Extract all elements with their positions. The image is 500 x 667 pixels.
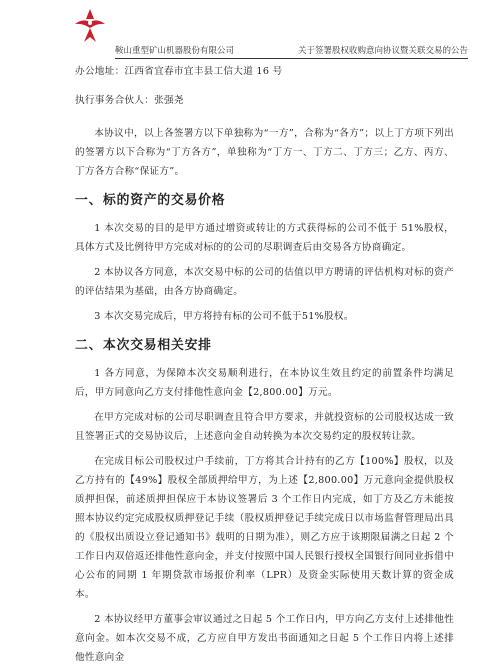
page-header [73, 0, 468, 64]
document-title: 关于签署股权收购意向协议暨关联交易的公告 [297, 46, 468, 56]
document-body [75, 62, 454, 667]
paragraph: 2 本协议经甲方董事会审议通过之日起 5 个工作日内，甲方向乙方支付上述排他性意向金。如本次交易不成，乙方应自甲方发出书面通知之日起 5 个工作日内将上述排他性意向金 [75, 614, 454, 663]
paragraph: 1 各方同意，为保障本次交易顺利进行，在本协议生效且约定的前置条件均满足后，甲方同意向乙方支付排他性意向金【2,800.00】万元。 [75, 368, 454, 398]
paragraph: 1 本次交易的目的是甲方通过增资或转让的方式获得标的公司不低于 51%股权，具体方式及比例待甲方完成对标的的公司的尽职调查后由交易各方协商确定。 [75, 223, 454, 253]
section-heading [75, 336, 454, 356]
section-number: 一、 [75, 193, 103, 208]
section-title: 本次交易相关安排 [103, 338, 212, 353]
paragraph: 在甲方完成对标的公司尽职调查且符合甲方要求，并就投资标的公司股权达成一致且签署正式的交易协议后，上述意向金自动转换为本次交易约定的股权转让款。 [75, 412, 454, 442]
section-number: 二、 [75, 338, 103, 353]
company-logo-icon [73, 6, 107, 46]
executive-partner: 执行事务合伙人：张强尧 [75, 95, 184, 106]
intro-paragraph: 本协议中，以上各签署方以下单独称为“一方”，合称为“各方”；以上丁方项下列出的签署方以下合称为“丁方各方”，单独称为“丁方一、丁方二、丁方三；乙方、丙方、丁方各方合称“保证方”。 [75, 128, 454, 177]
company-name: 鞍山重型矿山机器股份有限公司 [115, 46, 235, 56]
paragraph: 2 本协议各方同意，本次交易中标的公司的估值以甲方聘请的评估机构对标的资产的评估结果为基础，由各方协商确定。 [75, 267, 454, 297]
section-title: 标的资产的交易价格 [103, 193, 226, 208]
paragraph: 3 本次交易完成后，甲方将持有标的公司不低于51%股权。 [94, 311, 354, 322]
paragraph: 在完成目标公司股权过户手续前，丁方将其合计持有的乙方【100%】股权，以及乙方持有的【49%】股权全部质押给甲方，为上述【2,800.00】万元意向金提供股权质押担保，前述质押担保应于本协议签署后 3 个工作日内完成，如丁方及乙方未能按照本协议约定完成股权质押登记手续（股权质押登记手续完成日以市场监督管理局出具的《股权出质设立登记通知书》载明的日期为准），则乙方应于该期限届满之日起 2 个工作日内双倍返还排他性意向金，并支付按照中国人民银行授权全国银行间同业拆借中心公布的同期 1 年期贷款市场报价利率（LPR）及资金实际使用天数计算的资金成本。 [75, 456, 454, 600]
office-address: 办公地址：江西省宜春市宜丰县工信大道 16 号 [75, 66, 283, 77]
section-heading [75, 191, 454, 211]
header-divider [115, 58, 468, 59]
